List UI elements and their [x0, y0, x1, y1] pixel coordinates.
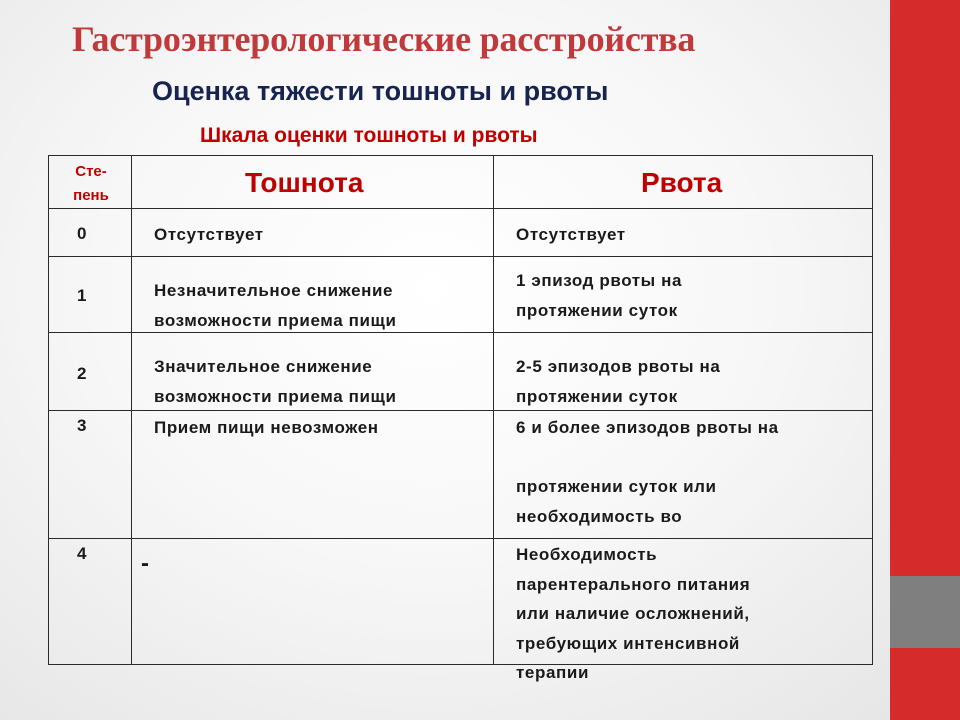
cell-line: терапии — [516, 663, 589, 682]
side-accent-bar-bottom — [890, 648, 960, 720]
row-degree: 3 — [77, 416, 87, 435]
row-degree: 1 — [77, 286, 87, 305]
cell-line: Прием пищи невозможен — [154, 418, 379, 437]
cell-line: Отсутствует — [516, 225, 626, 244]
cell-line: Отсутствует — [154, 225, 264, 244]
row-vomiting-cell — [516, 220, 626, 250]
severity-table — [48, 155, 873, 682]
header-degree-line2: пень — [73, 187, 109, 204]
table-rule — [49, 256, 872, 257]
header-degree-line1: Сте- — [75, 163, 107, 180]
cell-line: необходимость во — [516, 506, 683, 526]
scale-title: Шкала оценки тошноты и рвоты — [200, 124, 538, 147]
row-nausea-cell — [154, 220, 264, 250]
cell-line: возможности приема пищи — [154, 386, 397, 406]
cell-line: или наличие осложнений, — [516, 604, 750, 623]
row-vomiting-cell — [516, 540, 750, 688]
side-accent-bar-top — [890, 0, 960, 576]
cell-line — [516, 443, 779, 473]
table-rule — [49, 208, 872, 209]
header-vomiting: Рвота — [641, 167, 723, 198]
cell-line: 2-5 эпизодов рвоты на — [516, 357, 721, 376]
row-nausea-cell — [141, 550, 149, 578]
row-vomiting-cell — [516, 413, 779, 531]
slide-subtitle: Оценка тяжести тошноты и рвоты — [152, 76, 609, 106]
table-column-rule — [493, 156, 494, 664]
cell-line: протяжении суток или — [516, 477, 717, 496]
row-nausea-cell — [154, 413, 379, 443]
cell-line: Значительное снижение — [154, 357, 373, 376]
row-vomiting-cell — [516, 352, 720, 411]
header-nausea: Тошнота — [245, 167, 364, 198]
row-degree: 2 — [77, 364, 87, 383]
cell-line: требующих интенсивной — [516, 633, 740, 653]
table-column-rule — [131, 156, 132, 664]
slide-title: Гастроэнтерологические расстройства — [72, 19, 696, 59]
cell-line: 6 и более эпизодов рвоты на — [516, 418, 779, 437]
cell-line: Незначительное снижение — [154, 281, 394, 300]
row-nausea-cell — [154, 276, 397, 335]
cell-line: протяжении суток — [516, 386, 678, 406]
cell-line: Необходимость — [516, 545, 658, 564]
cell-line: возможности приема пищи — [154, 310, 397, 330]
side-accent-bar-middle — [890, 576, 960, 648]
row-nausea-cell — [154, 352, 397, 411]
row-degree: 4 — [77, 544, 87, 563]
row-degree: 0 — [77, 224, 87, 243]
row-vomiting-cell — [516, 266, 682, 325]
table-rule — [49, 538, 872, 539]
cell-line: парентерального питания — [516, 574, 751, 594]
cell-line: 1 эпизод рвоты на — [516, 271, 683, 290]
cell-line: - — [141, 550, 149, 577]
cell-line: протяжении суток — [516, 300, 678, 320]
header-degree — [49, 160, 133, 212]
